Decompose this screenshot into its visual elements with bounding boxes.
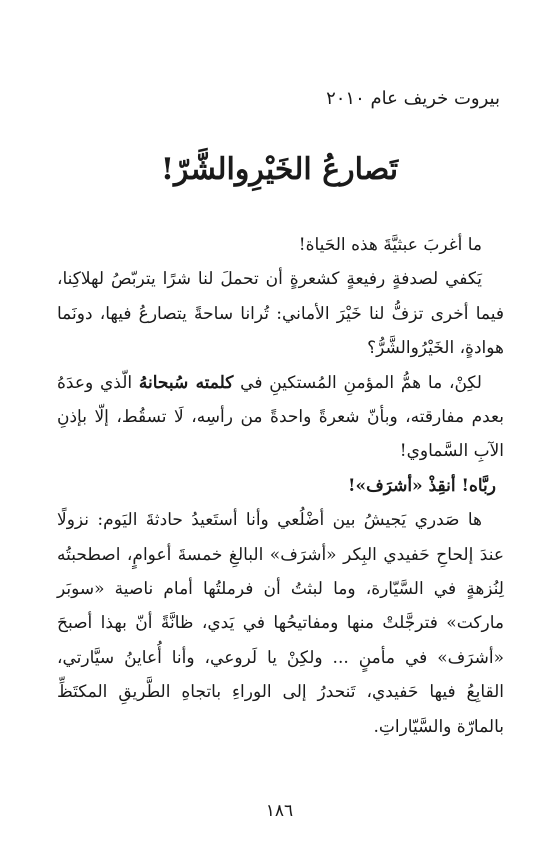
paragraph-3 — [57, 366, 504, 469]
prayer-line: ربَّاه! أنقِذْ «أشرَف»! — [348, 475, 496, 496]
paragraph-1: ما أغربَ عبثيَّةَ هذه الحَياة! — [298, 235, 482, 255]
paragraph-3-bold: كلمته سُبحانهُ — [138, 372, 234, 393]
paragraph-2: يَكفي لصدفةٍ رفيعةٍ كشعرةٍ أن تحملَ لنا شرًا يتربّصُ لهلاكِنا، فيما أخرى تزفُّ لنا خَيْرَ الأماني: تُرانا ساحةً يتصارعُ فيها، دونَما هوادةٍ، الخَيْرُوالشَّرُّ؟ — [57, 269, 504, 359]
paragraph-5: ها صَدري يَجيشُ بين أضْلُعي وأنا أستَعيدُ حادثةَ اليَوم: نزولًا عندَ إلحاحِ حَفيدي البِكر «أشرَف» البالغِ خمسةَ أعوامٍ، اصطحبتُه لِنُزهةٍ في السَّيّارة، وما لبثتُ أن فرملتُها أمام ناصية «سوبَر ماركت» فترجَّلتْ منها ومفاتيحُها في يَدي، ظانَّةً أنّ بهذا أصبحَ «أشرَف» في مأمنٍ ... ولكِنْ يا لَروعي، وأنا أُعاينُ سيَّارتي، القابِعُ فيها حَفيدي، تَنحدرُ إلى الوراءِ باتجاهِ الطَّريقِ المكتَظِّ بالمارّة والسَّيّاراتِ. — [57, 510, 504, 737]
paragraph-3-post: الّذي وعدَهُ بعدم مفارقته، وبأنّ شعرةً واحدةً من رأسِه، لَا تسقُط، إلّا بإذنِ الآبِ السَّماوي! — [57, 372, 504, 462]
location-date-line: بيروت خريف عام ٢٠١٠ — [326, 88, 500, 109]
body-text — [57, 228, 504, 744]
chapter-title: تَصارعُ الخَيْرِوالشَّرّ! — [160, 152, 399, 187]
paragraph-3-pre: لكِنْ، ما همُّ المؤمنِ المُستكينِ في — [233, 372, 482, 393]
page-number: ١٨٦ — [265, 801, 294, 821]
